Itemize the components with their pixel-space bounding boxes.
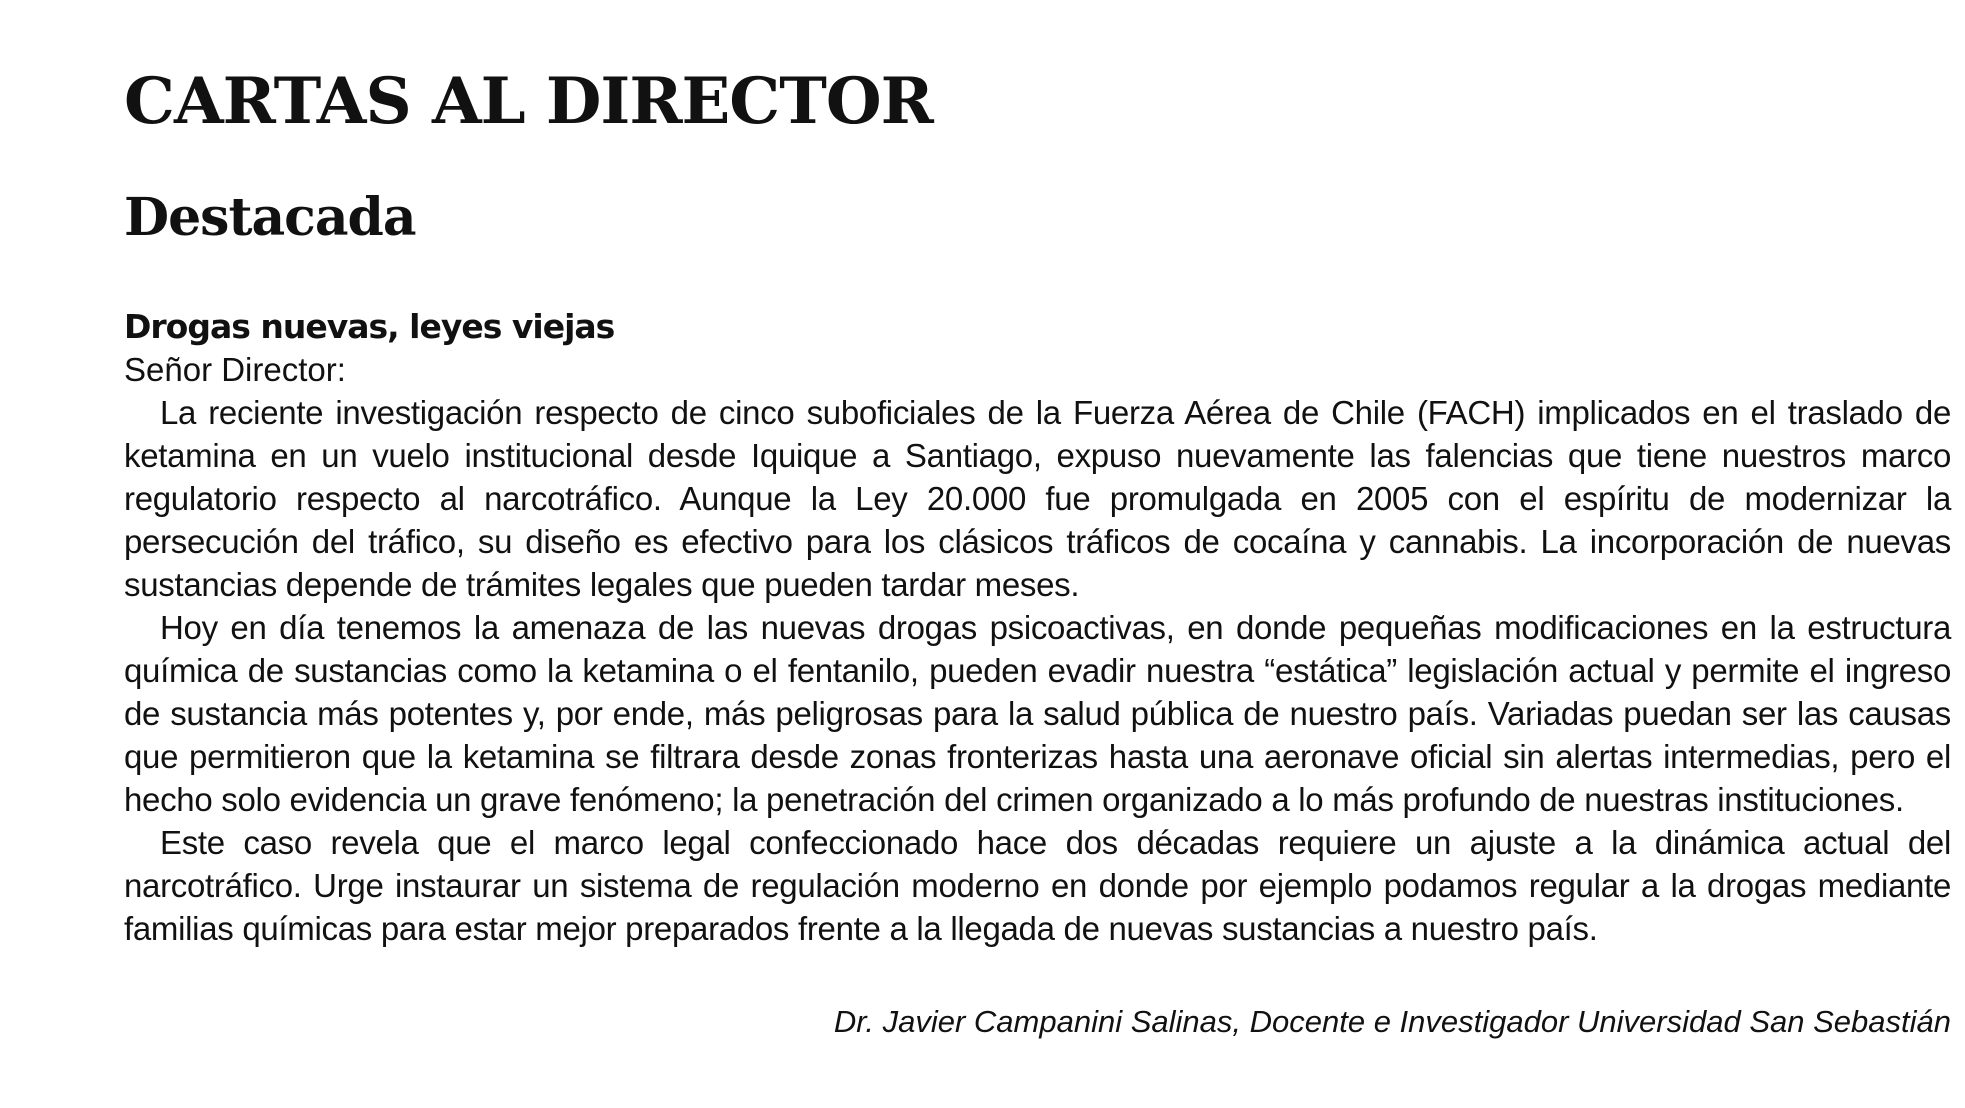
letters-page bbox=[124, 64, 1951, 1042]
letter-signature: Dr. Javier Campanini Salinas, Docente e Investigador Universidad San Sebastián bbox=[833, 1004, 1951, 1039]
letter-paragraph-3: Este caso revela que el marco legal confeccionado hace dos décadas requiere un ajuste a la dinámica actual del narcotráfico. Urge instaurar un sistema de regulación moderno en donde por ejemplo podamos regular a la drogas mediante familias químicas para estar mejor preparados frente a la llegada de nuevas sustancias a nuestro país. bbox=[124, 824, 1951, 947]
letter-paragraph-2: Hoy en día tenemos la amenaza de las nuevas drogas psicoactivas, en donde pequeñas modificaciones en la estructura química de sustancias como la ketamina o el fentanilo, pueden evadir nuestra “estática” legislación actual y permite el ingreso de sustancia más potentes y, por ende, más peligrosas para la salud pública de nuestro país. Variadas puedan ser las causas que permitieron que la ketamina se filtrara desde zonas fronterizas hasta una aeronave oficial sin alertas intermedias, pero el hecho solo evidencia un grave fenómeno; la penetración del crimen organizado a lo más profundo de nuestras instituciones. bbox=[124, 609, 1951, 818]
letter-paragraph-1: La reciente investigación respecto de cinco suboficiales de la Fuerza Aérea de Chile (FACH) implicados en el traslado de ketamina en un vuelo institucional desde Iquique a Santiago, expuso nuevamente las falencias que tiene nuestros marco regulatorio respecto al narcotráfico. Aunque la Ley 20.000 fue promulgada en 2005 con el espíritu de modernizar la persecución del tráfico, su diseño es efectivo para los clásicos tráficos de cocaína y cannabis. La incorporación de nuevas sustancias depende de trámites legales que pueden tardar meses. bbox=[124, 394, 1951, 603]
section-title: CARTAS AL DIRECTOR bbox=[124, 64, 933, 139]
subsection-title: Destacada bbox=[124, 187, 416, 248]
letter-salutation: Señor Director: bbox=[124, 351, 346, 388]
letter-headline: Drogas nuevas, leyes viejas bbox=[124, 307, 615, 346]
featured-letter bbox=[124, 306, 1951, 1042]
